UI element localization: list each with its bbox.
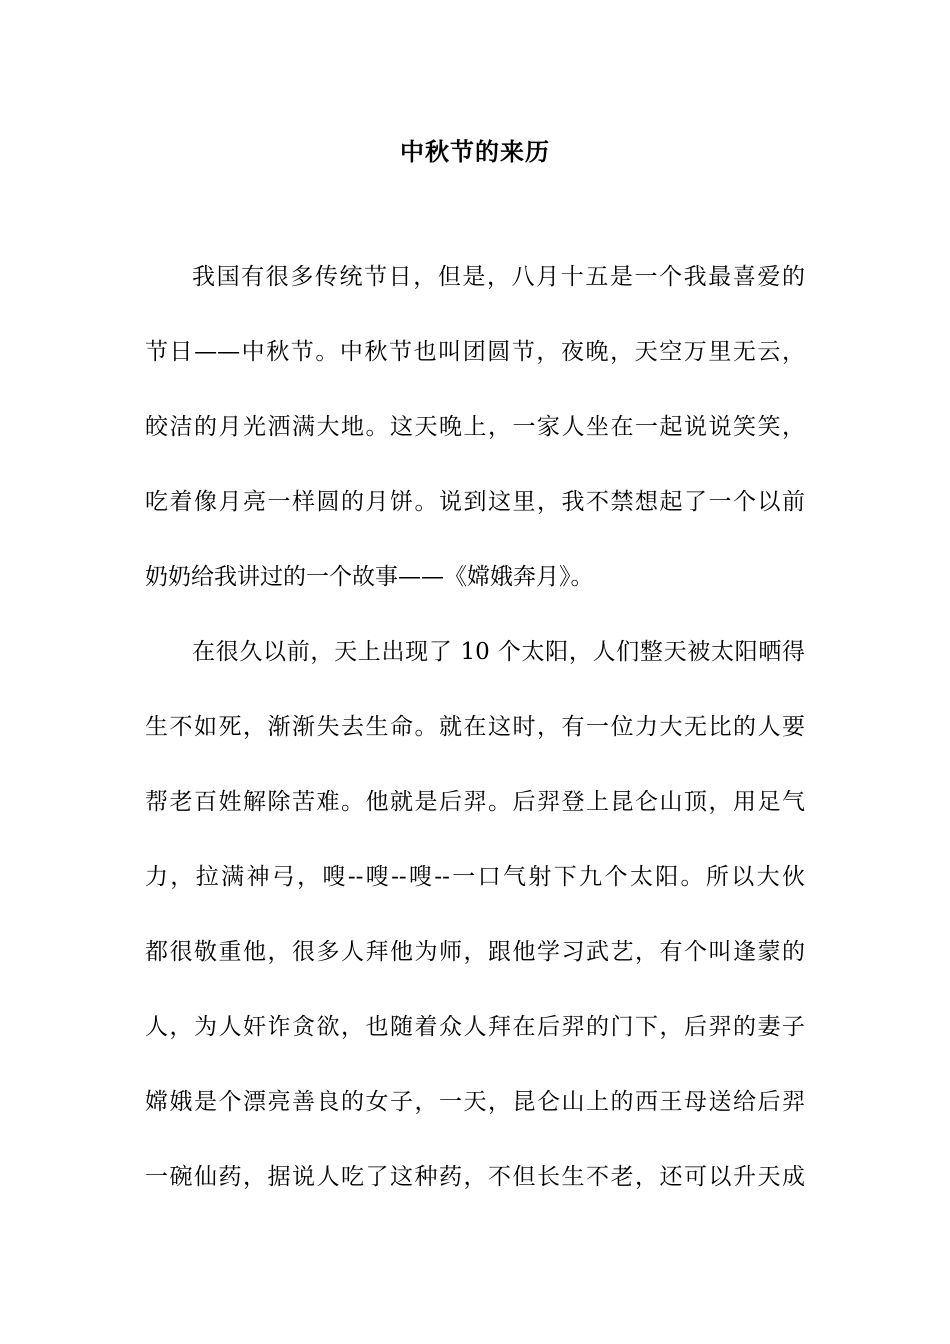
paragraph-2-line-5: 都很敬重他，很多人拜他为师，跟他学习武艺，有个叫逢蒙的 [145, 939, 805, 965]
paragraph-1-line-2: 节日——中秋节。中秋节也叫团圆节，夜晚，天空万里无云， [145, 339, 805, 365]
document-title: 中秋节的来历 [400, 137, 550, 166]
document-body [145, 257, 805, 1232]
paragraph-1-line-5: 奶奶给我讲过的一个故事——《嫦娥奔月》。 [145, 564, 594, 590]
paragraph-2-line-6: 人，为人奸诈贪欲，也随着众人拜在后羿的门下，后羿的妻子 [145, 1014, 805, 1040]
paragraph-2-line-2: 生不如死，渐渐失去生命。就在这时，有一位力大无比的人要 [145, 714, 805, 740]
paragraph-1-line-4: 吃着像月亮一样圆的月饼。说到这里，我不禁想起了一个以前 [145, 489, 805, 515]
paragraph-2-line-8: 一碗仙药，据说人吃了这种药，不但长生不老，还可以升天成 [145, 1164, 805, 1190]
paragraph-2-line-7: 嫦娥是个漂亮善良的女子，一天，昆仑山上的西王母送给后羿 [145, 1089, 805, 1115]
paragraph-2-line-4: 力，拉满神弓，嗖--嗖--嗖--一口气射下九个太阳。所以大伙 [145, 864, 805, 890]
paragraph-2-line-1: 在很久以前，天上出现了 10 个太阳，人们整天被太阳晒得 [192, 639, 805, 665]
paragraph-2-line-3: 帮老百姓解除苦难。他就是后羿。后羿登上昆仑山顶，用足气 [145, 789, 805, 815]
paragraph-1-line-1: 我国有很多传统节日，但是，八月十五是一个我最喜爱的 [192, 264, 805, 290]
paragraph-1-line-3: 皎洁的月光洒满大地。这天晚上，一家人坐在一起说说笑笑， [145, 414, 805, 440]
